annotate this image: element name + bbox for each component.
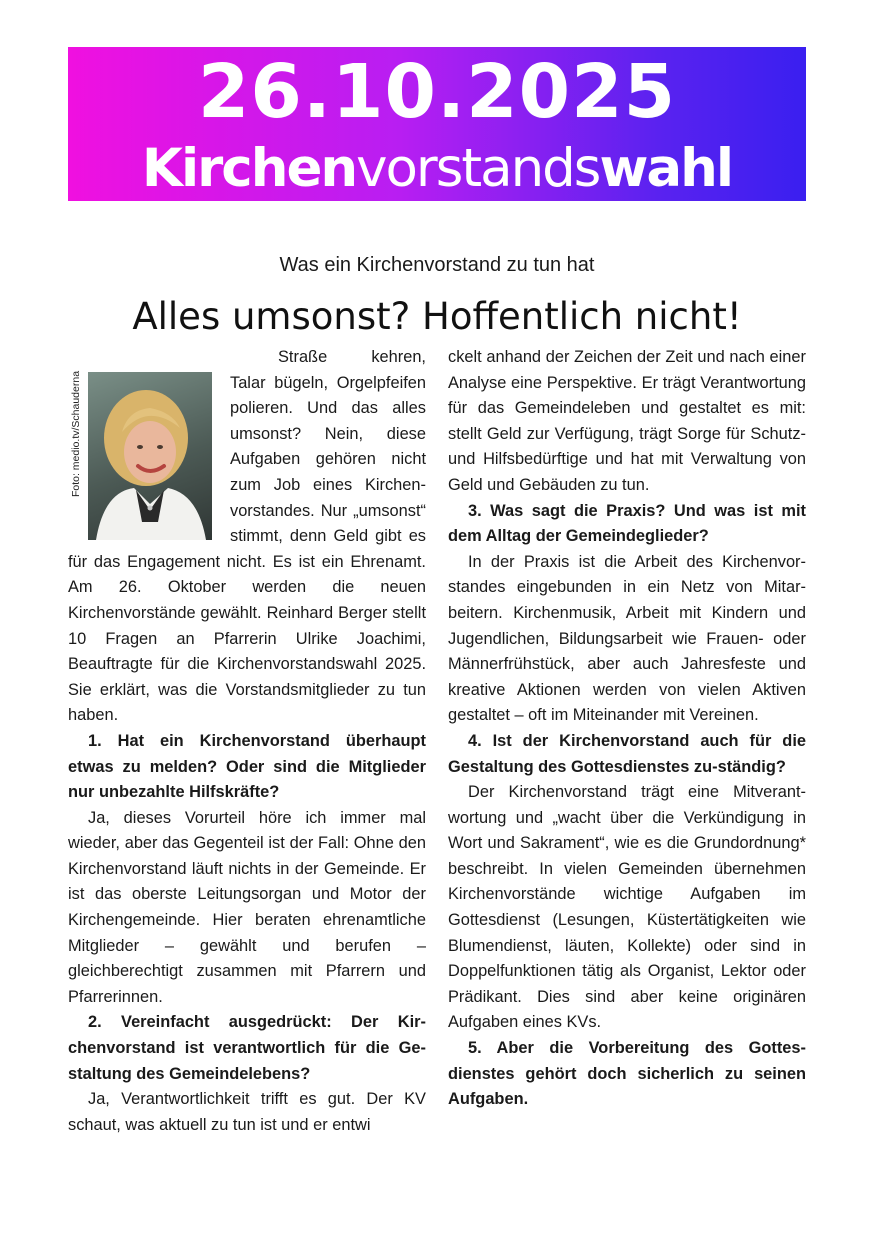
article-kicker: Was ein Kirchenvorstand zu tun hat [279, 254, 595, 276]
question-3: 3. Was sagt die Praxis? Und was ist mit dem Alltag der Gemeindeglieder? [448, 501, 806, 546]
election-title-part-2: vorstands [356, 138, 600, 199]
question-4: 4. Ist der Kirchenvorstand auch für die Gestaltung des Gottesdienstes zu-ständig? [448, 731, 806, 776]
article-headline: Alles umsonst? Hoffentlich nicht! [132, 295, 742, 338]
answer-2-start: Ja, Verantwortlichkeit trifft es gut. Der KV schaut, was aktuell zu tun ist und er entwi [68, 1090, 426, 1134]
header-banner [68, 47, 806, 201]
intro-paragraph: Straße kehren, Talar bügeln, Orgelpfeifen polieren. Und das alles umsonst? Nein, diese Aufgaben gehören nicht zum Job eines Kirchenvorstandes. Nur „umsonst“ stimmt, denn Geld gibt es für das Engagement nicht. Es ist ein Ehrenamt. Am 26. Oktober werden die neuen Kirchenvorstände gewählt. Reinhard Berger stellt 10 Fragen an Pfarrerin Ulrike Joachimi, Beauftragte für die Kirchenvorstandswahl 2025. Sie erklärt, was die Vorstandsmitglieder zu tun haben. [68, 348, 426, 725]
election-date: 26.10.2025 [197, 49, 677, 135]
portrait-photo [88, 372, 212, 540]
right-column [448, 345, 806, 1113]
portrait-block [68, 350, 218, 542]
answer-2-continued: ckelt anhand der Zeichen der Zeit und nach einer Analyse eine Perspektive. Er trägt Verantwortung für das Gemeindeleben und gestaltet es mit: stellt Geld zur Verfügung, trägt Sorge für Schutz- und Hilfsbedürftige und hat mit Verwaltung von Geld und Gebäuden zu tun. [448, 348, 806, 494]
election-title-part-3: wahl [599, 138, 733, 199]
answer-4: Der Kirchenvorstand trägt eine Mitverantwortung und „wacht über die Verkündigung in Wort und Sakrament“, wie es die Grundordnung* beschreibt. In vielen Gemeinden übernehmen Kirchenvorstände wichtige Aufgaben im Gottesdienst (Lesungen, Küstertätigkeiten wie Blumendienst, läuten, Kollekte) oder sind in Doppelfunktionen tätig als Organist, Lektor oder Prädikant. Dies sind aber keine originären Aufgaben eines KVs. [448, 783, 806, 1032]
question-2: 2. Vereinfacht ausgedrückt: Der Kirchenvorstand ist verantwortlich für die Gestaltung des Gemeindelebens? [68, 1013, 426, 1083]
election-title-part-1: Kirchen [141, 138, 357, 199]
answer-3: In der Praxis ist die Arbeit des Kirchenvorstandes eingebunden in ein Netz von Mitarbeitern. Kirchenmusik, Arbeit mit Kindern und Jugendlichen, Bildungsarbeit wie Frauen- oder Männerfrühstück, aber auch Jahresfeste und kreative Aktionen werden von vielen Aktiven gestaltet – oft im Miteinander mit Vereinen. [448, 552, 806, 725]
answer-1: Ja, dieses Vorurteil höre ich immer mal wieder, aber das Gegenteil ist der Fall: Ohne den Kirchenvorstand läuft nichts in der Gemeinde. Er ist das oberste Leitungsorgan und Motor der Kirchengemeinde. Hier beraten ehrenamtliche Mitglieder – gewählt und berufen – gleichberechtigt zusammen mit Pfarrern und Pfarrerinnen. [68, 808, 426, 1006]
photo-credit-text: Foto: medio.tv/Schauderna [70, 370, 83, 498]
election-title [68, 139, 806, 199]
question-5: 5. Aber die Vorbereitung des Gottesdienstes gehört doch sicherlich zu seinen Aufgaben. [448, 1039, 806, 1109]
left-column [68, 345, 426, 1138]
question-1: 1. Hat ein Kirchenvorstand überhaupt etwas zu melden? Oder sind die Mitglieder nur unbezahlte Hilfskräfte? [68, 731, 426, 802]
photo-credit [68, 350, 86, 518]
